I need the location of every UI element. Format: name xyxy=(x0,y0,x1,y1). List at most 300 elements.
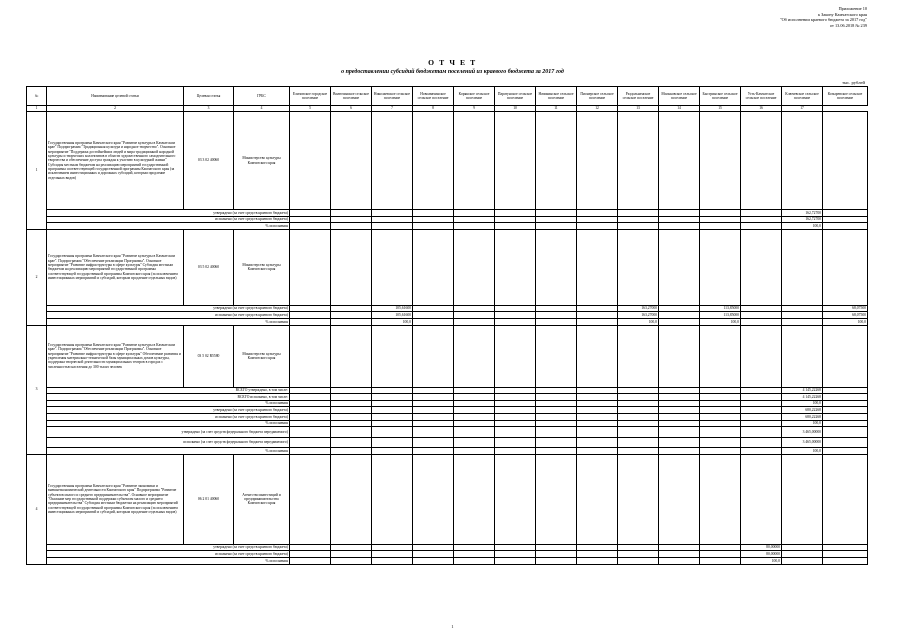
indicator-row xyxy=(27,544,868,551)
indicator-label: % исполнения xyxy=(47,448,290,455)
value-cell xyxy=(536,112,577,210)
value-cell xyxy=(331,420,372,427)
value-cell xyxy=(700,420,741,427)
value-cell xyxy=(536,544,577,551)
value-cell xyxy=(659,427,700,438)
value-cell xyxy=(700,216,741,223)
value-cell xyxy=(823,427,868,438)
value-cell xyxy=(577,544,618,551)
value-cell xyxy=(454,387,495,394)
value-cell xyxy=(536,210,577,217)
value-cell xyxy=(372,437,413,448)
value-cell xyxy=(454,437,495,448)
value-cell xyxy=(536,318,577,325)
value-cell xyxy=(823,413,868,420)
value-cell xyxy=(823,210,868,217)
value-cell xyxy=(659,387,700,394)
column-number: 12 xyxy=(577,106,618,112)
value-cell xyxy=(331,394,372,401)
indicator-row xyxy=(27,210,868,217)
value-cell xyxy=(372,210,413,217)
appendix-line: к Закону Камчатского края xyxy=(817,11,867,17)
report-title: О Т Ч Е Т xyxy=(428,58,477,67)
value-cell xyxy=(618,437,659,448)
indicator-label: утверждено (за счет средств краевого бюджета) xyxy=(47,305,290,312)
value-cell xyxy=(413,112,454,210)
column-number: 13 xyxy=(618,106,659,112)
value-cell xyxy=(700,454,741,544)
value-cell xyxy=(741,305,782,312)
value-cell xyxy=(577,437,618,448)
value-cell xyxy=(536,427,577,438)
indicator-label: исполнено (за счет средств краевого бюджета) xyxy=(47,413,290,420)
value-cell: 100,0 xyxy=(782,420,823,427)
value-cell xyxy=(290,544,331,551)
value-cell xyxy=(536,400,577,407)
value-cell xyxy=(618,427,659,438)
program-description: Государственная программа Камчатского края "Развитие культуры в Камчатском крае". Подпрограмма "Обеспечение реализации Программы". Основное мероприятие "Развитие инфраструктуры в сфере культуры" Субсидия местным бюджетам на реализацию мероприятий государственной программы соответствующей государственной программы Камчатского края (за исключением инвестиционных мероприятий и субсидий, которым продление отдельных видов) xyxy=(47,229,184,305)
value-cell xyxy=(495,394,536,401)
value-cell xyxy=(577,325,618,387)
value-cell xyxy=(782,305,823,312)
value-cell xyxy=(413,437,454,448)
column-number: 1 xyxy=(27,106,47,112)
value-cell xyxy=(290,305,331,312)
value-cell xyxy=(618,551,659,558)
value-cell xyxy=(413,318,454,325)
value-cell: 100,0 xyxy=(618,318,659,325)
indicator-row xyxy=(27,394,868,401)
column-number: 15 xyxy=(700,106,741,112)
column-number: 9 xyxy=(454,106,495,112)
value-cell xyxy=(741,454,782,544)
value-cell xyxy=(413,325,454,387)
indicator-row xyxy=(27,407,868,414)
value-cell xyxy=(495,420,536,427)
value-cell xyxy=(618,448,659,455)
value-cell xyxy=(495,557,536,564)
value-cell xyxy=(331,557,372,564)
value-cell xyxy=(823,216,868,223)
value-cell xyxy=(495,387,536,394)
value-cell xyxy=(331,318,372,325)
value-cell xyxy=(331,437,372,448)
value-cell xyxy=(454,413,495,420)
grbs-name: Министерство культуры Камчатского края xyxy=(234,229,290,305)
value-cell xyxy=(413,210,454,217)
value-cell xyxy=(823,394,868,401)
grbs-name: Министерство культуры Камчатского края xyxy=(234,325,290,387)
value-cell xyxy=(618,210,659,217)
value-cell xyxy=(618,407,659,414)
value-cell xyxy=(659,223,700,230)
value-cell: 4 145,22268 xyxy=(782,394,823,401)
value-cell xyxy=(577,387,618,394)
value-cell xyxy=(454,305,495,312)
value-cell xyxy=(495,318,536,325)
value-cell xyxy=(372,427,413,438)
value-cell xyxy=(741,400,782,407)
value-cell xyxy=(659,216,700,223)
value-cell xyxy=(823,112,868,210)
value-cell xyxy=(495,400,536,407)
value-cell xyxy=(536,407,577,414)
indicator-row xyxy=(27,427,868,438)
value-cell xyxy=(413,216,454,223)
value-cell: 100,0 xyxy=(782,448,823,455)
indicator-label: утверждено (за счет средств краевого бюджета) xyxy=(47,544,290,551)
value-cell xyxy=(536,551,577,558)
program-description: Государственная программа Камчатского края "Развитие культуры в Камчатском крае" Подпрограмма "Традиционная культура и народное творчество". Основное мероприятие "Поддержка достойнейших людей и мира традиционной народной культуры и творческих коллективов в области художественного самодеятельного творчества и обеспечение доступа граждан к участию в культурной жизни" Субсидия местным бюджетам на реализацию мероприятий государственной программы соответствующей государственной программы Камчатского края (за исключением инвестиционных и дорожных субсидий, которым продление отдельных видов) xyxy=(47,112,184,210)
value-cell xyxy=(659,557,700,564)
unit-label: тыс. рублей xyxy=(842,80,865,85)
value-cell xyxy=(823,551,868,558)
value-cell xyxy=(495,210,536,217)
value-cell xyxy=(454,210,495,217)
value-cell xyxy=(741,420,782,427)
value-cell xyxy=(331,544,372,551)
value-cell xyxy=(577,427,618,438)
value-cell: 113,85000 xyxy=(700,305,741,312)
value-cell xyxy=(536,223,577,230)
value-cell xyxy=(659,551,700,558)
value-cell xyxy=(659,420,700,427)
value-cell xyxy=(618,544,659,551)
value-cell xyxy=(372,413,413,420)
value-cell: 680,22268 xyxy=(782,407,823,414)
indicator-label: ВСЕГО утверждено, в том числе: xyxy=(47,387,290,394)
value-cell: 68,07500 xyxy=(823,312,868,319)
value-cell xyxy=(495,216,536,223)
value-cell xyxy=(618,216,659,223)
value-cell xyxy=(700,557,741,564)
value-cell xyxy=(331,229,372,305)
value-cell: 163,27000 xyxy=(618,305,659,312)
value-cell: 162,72700 xyxy=(782,216,823,223)
value-cell xyxy=(372,216,413,223)
value-cell: 100,0 xyxy=(741,557,782,564)
value-cell xyxy=(454,557,495,564)
value-cell xyxy=(659,400,700,407)
header-settlement: Раздольненское сельское поселение xyxy=(618,87,659,106)
value-cell xyxy=(700,112,741,210)
value-cell xyxy=(700,229,741,305)
value-cell xyxy=(372,112,413,210)
indicator-row xyxy=(27,420,868,427)
value-cell xyxy=(700,387,741,394)
value-cell xyxy=(413,454,454,544)
value-cell: 680,22268 xyxy=(782,413,823,420)
row-number: 2 xyxy=(27,229,47,325)
value-cell xyxy=(372,420,413,427)
value-cell xyxy=(536,305,577,312)
value-cell xyxy=(290,448,331,455)
value-cell xyxy=(782,112,823,210)
value-cell xyxy=(536,387,577,394)
value-cell xyxy=(331,551,372,558)
value-cell xyxy=(331,210,372,217)
value-cell xyxy=(536,420,577,427)
column-number: 3 xyxy=(184,106,234,112)
value-cell xyxy=(618,413,659,420)
value-cell xyxy=(782,312,823,319)
value-cell xyxy=(413,544,454,551)
column-number: 5 xyxy=(290,106,331,112)
indicator-label: % исполнения xyxy=(47,420,290,427)
value-cell xyxy=(700,544,741,551)
value-cell xyxy=(413,557,454,564)
value-cell xyxy=(577,407,618,414)
value-cell: 100,0 xyxy=(782,223,823,230)
value-cell xyxy=(700,427,741,438)
indicator-row xyxy=(27,448,868,455)
value-cell xyxy=(290,400,331,407)
indicator-label: исполнено (за счет средств краевого бюджета) xyxy=(47,312,290,319)
value-cell xyxy=(413,305,454,312)
value-cell xyxy=(413,387,454,394)
program-row xyxy=(27,229,868,305)
value-cell: 100,0 xyxy=(700,318,741,325)
value-cell: 80,00000 xyxy=(741,544,782,551)
header-name: Наименование целевой статьи xyxy=(47,87,184,106)
value-cell xyxy=(536,437,577,448)
header-settlement: Мильковское сельское поселение xyxy=(659,87,700,106)
value-cell xyxy=(331,407,372,414)
indicator-label: утверждено (за счет средств федерального бюджета передаваемого) xyxy=(47,427,290,438)
value-cell xyxy=(454,394,495,401)
grbs-name: Министерство культуры Камчатского края xyxy=(234,112,290,210)
value-cell xyxy=(823,407,868,414)
value-cell xyxy=(659,454,700,544)
value-cell xyxy=(659,210,700,217)
value-cell xyxy=(331,427,372,438)
value-cell xyxy=(577,420,618,427)
value-cell xyxy=(372,325,413,387)
value-cell xyxy=(823,557,868,564)
value-cell xyxy=(700,413,741,420)
value-cell: 80,00000 xyxy=(741,551,782,558)
value-cell xyxy=(741,437,782,448)
header-settlement: Усть-Камчатское сельское поселение xyxy=(741,87,782,106)
value-cell xyxy=(372,223,413,230)
value-cell xyxy=(536,216,577,223)
value-cell xyxy=(536,312,577,319)
value-cell xyxy=(454,223,495,230)
value-cell xyxy=(618,420,659,427)
value-cell xyxy=(495,437,536,448)
value-cell xyxy=(659,112,700,210)
value-cell: 3 465,00000 xyxy=(782,437,823,448)
value-cell: 100,0 xyxy=(372,318,413,325)
value-cell xyxy=(495,223,536,230)
header-settlement: Козыревское сельское поселение xyxy=(823,87,868,106)
value-cell xyxy=(536,413,577,420)
value-cell xyxy=(413,420,454,427)
header-settlement: Новоавачинское сельское поселение xyxy=(413,87,454,106)
value-cell xyxy=(782,454,823,544)
value-cell xyxy=(823,325,868,387)
value-cell xyxy=(331,400,372,407)
column-number: 14 xyxy=(659,106,700,112)
value-cell xyxy=(577,413,618,420)
value-cell xyxy=(700,551,741,558)
value-cell xyxy=(659,407,700,414)
value-cell xyxy=(577,448,618,455)
value-cell xyxy=(536,448,577,455)
indicator-row xyxy=(27,318,868,325)
value-cell xyxy=(618,454,659,544)
value-cell xyxy=(659,325,700,387)
header-settlement: Николаевское сельское поселение xyxy=(372,87,413,106)
header-grbs: ГРБС xyxy=(234,87,290,106)
value-cell xyxy=(454,229,495,305)
value-cell xyxy=(290,394,331,401)
column-number: 16 xyxy=(741,106,782,112)
appendix-line: Приложение 10 xyxy=(838,6,867,11)
value-cell xyxy=(700,325,741,387)
value-cell xyxy=(741,112,782,210)
value-cell xyxy=(741,318,782,325)
value-cell xyxy=(782,557,823,564)
value-cell xyxy=(495,427,536,438)
value-cell xyxy=(331,305,372,312)
indicator-row xyxy=(27,413,868,420)
header-settlement: Вилючинское сельское поселение xyxy=(331,87,372,106)
table-header-row xyxy=(27,87,868,106)
value-cell xyxy=(454,551,495,558)
value-cell xyxy=(331,413,372,420)
value-cell xyxy=(454,312,495,319)
value-cell xyxy=(372,400,413,407)
value-cell xyxy=(823,437,868,448)
value-cell xyxy=(659,448,700,455)
value-cell xyxy=(577,557,618,564)
value-cell xyxy=(413,312,454,319)
value-cell xyxy=(823,229,868,305)
row-number: 3 xyxy=(27,325,47,454)
value-cell xyxy=(577,210,618,217)
value-cell xyxy=(741,210,782,217)
value-cell xyxy=(741,413,782,420)
target-code: 03 5 02 40060 xyxy=(184,229,234,305)
grbs-name: Агентство инвестиций и предпринимательства Камчатского края xyxy=(234,454,290,544)
value-cell xyxy=(413,413,454,420)
value-cell xyxy=(413,407,454,414)
value-cell xyxy=(741,427,782,438)
appendix-note xyxy=(667,6,867,28)
value-cell xyxy=(290,437,331,448)
target-code: 06 2 01 40060 xyxy=(184,454,234,544)
appendix-line: "Об исполнении краевого бюджета за 2017 год" xyxy=(779,17,867,23)
value-cell xyxy=(823,223,868,230)
value-cell xyxy=(577,229,618,305)
row-number: 1 xyxy=(27,112,47,230)
value-cell xyxy=(700,400,741,407)
indicator-label: исполнено (за счет средств федерального бюджета передаваемого) xyxy=(47,437,290,448)
program-description: Государственная программа Камчатского края "Развитие экономики и внешнеэкономической деятельности Камчатского края" Подпрограмма "Развитие субъектов малого и среднего предпринимательства". Основное мероприятие "Оказание мер государственной поддержки субъектам малого и среднего предпринимательства" Субсидия местным бюджетам на реализацию мероприятий соответствующей государственной программы Камчатского края (за исключением инвестиционных мероприятий и субсидий, которым продление отдельных видов) xyxy=(47,454,184,544)
value-cell xyxy=(700,448,741,455)
value-cell xyxy=(741,448,782,455)
header-settlement: Елизовское городское поселение xyxy=(290,87,331,106)
value-cell xyxy=(290,407,331,414)
indicator-label: % исполнения xyxy=(47,557,290,564)
column-number: 17 xyxy=(782,106,823,112)
indicator-row xyxy=(27,223,868,230)
page-number: 1 xyxy=(451,624,454,629)
value-cell xyxy=(495,407,536,414)
value-cell xyxy=(536,557,577,564)
header-settlement: Начикинское сельское поселение xyxy=(536,87,577,106)
value-cell xyxy=(577,551,618,558)
value-cell xyxy=(290,551,331,558)
value-cell xyxy=(331,325,372,387)
value-cell xyxy=(495,413,536,420)
column-number: 8 xyxy=(413,106,454,112)
indicator-label: исполнено (за счет средств краевого бюджета) xyxy=(47,551,290,558)
value-cell xyxy=(577,318,618,325)
value-cell xyxy=(741,216,782,223)
header-settlement: Ключевское сельское поселение xyxy=(782,87,823,106)
column-number: 4 xyxy=(234,106,290,112)
indicator-row xyxy=(27,400,868,407)
value-cell xyxy=(372,557,413,564)
header-code: Целевая статья xyxy=(184,87,234,106)
value-cell: 113,85000 xyxy=(700,312,741,319)
value-cell xyxy=(290,420,331,427)
value-cell xyxy=(413,448,454,455)
indicator-label: ВСЕГО исполнено, в том числе: xyxy=(47,394,290,401)
value-cell xyxy=(413,229,454,305)
report-subtitle: о предоставлении субсидий бюджетам поселений из краевого бюджета за 2017 год xyxy=(341,69,564,75)
value-cell xyxy=(454,112,495,210)
column-number: 6 xyxy=(331,106,372,112)
value-cell xyxy=(782,551,823,558)
value-cell xyxy=(454,400,495,407)
value-cell xyxy=(700,407,741,414)
indicator-label: исполнено (за счет средств краевого бюджета) xyxy=(47,216,290,223)
value-cell xyxy=(454,544,495,551)
value-cell xyxy=(454,407,495,414)
value-cell xyxy=(290,318,331,325)
value-cell xyxy=(700,394,741,401)
value-cell xyxy=(495,454,536,544)
value-cell xyxy=(659,305,700,312)
value-cell xyxy=(372,448,413,455)
value-cell xyxy=(700,210,741,217)
program-description: Государственная программа Камчатского края "Развитие культуры в Камчатском крае". Подпрограмма "Обеспечение реализации Программы". Основное мероприятие "Развитие инфраструктуры в сфере культуры" Обеспечение развития и укрепления материально-технической базы муниципальных домов культуры, поддержка творческой деятельности муниципальных театров в городах с численностью населения до 300 тысяч человек xyxy=(47,325,184,387)
value-cell xyxy=(823,544,868,551)
value-cell: 100,0 xyxy=(782,400,823,407)
value-cell xyxy=(290,112,331,210)
column-number: 10 xyxy=(495,106,536,112)
value-cell xyxy=(823,387,868,394)
value-cell xyxy=(823,400,868,407)
value-cell xyxy=(741,394,782,401)
indicator-row xyxy=(27,437,868,448)
indicator-label: утверждено (за счет средств краевого бюджета) xyxy=(47,210,290,217)
value-cell xyxy=(618,394,659,401)
header-settlement: Паратунское сельское поселение xyxy=(495,87,536,106)
value-cell xyxy=(823,454,868,544)
program-row xyxy=(27,454,868,544)
column-number: 7 xyxy=(372,106,413,112)
value-cell: 100,0 xyxy=(823,318,868,325)
value-cell xyxy=(618,325,659,387)
indicator-row xyxy=(27,551,868,558)
value-cell xyxy=(536,394,577,401)
value-cell xyxy=(413,223,454,230)
header-settlement: Пионерское сельское поселение xyxy=(577,87,618,106)
